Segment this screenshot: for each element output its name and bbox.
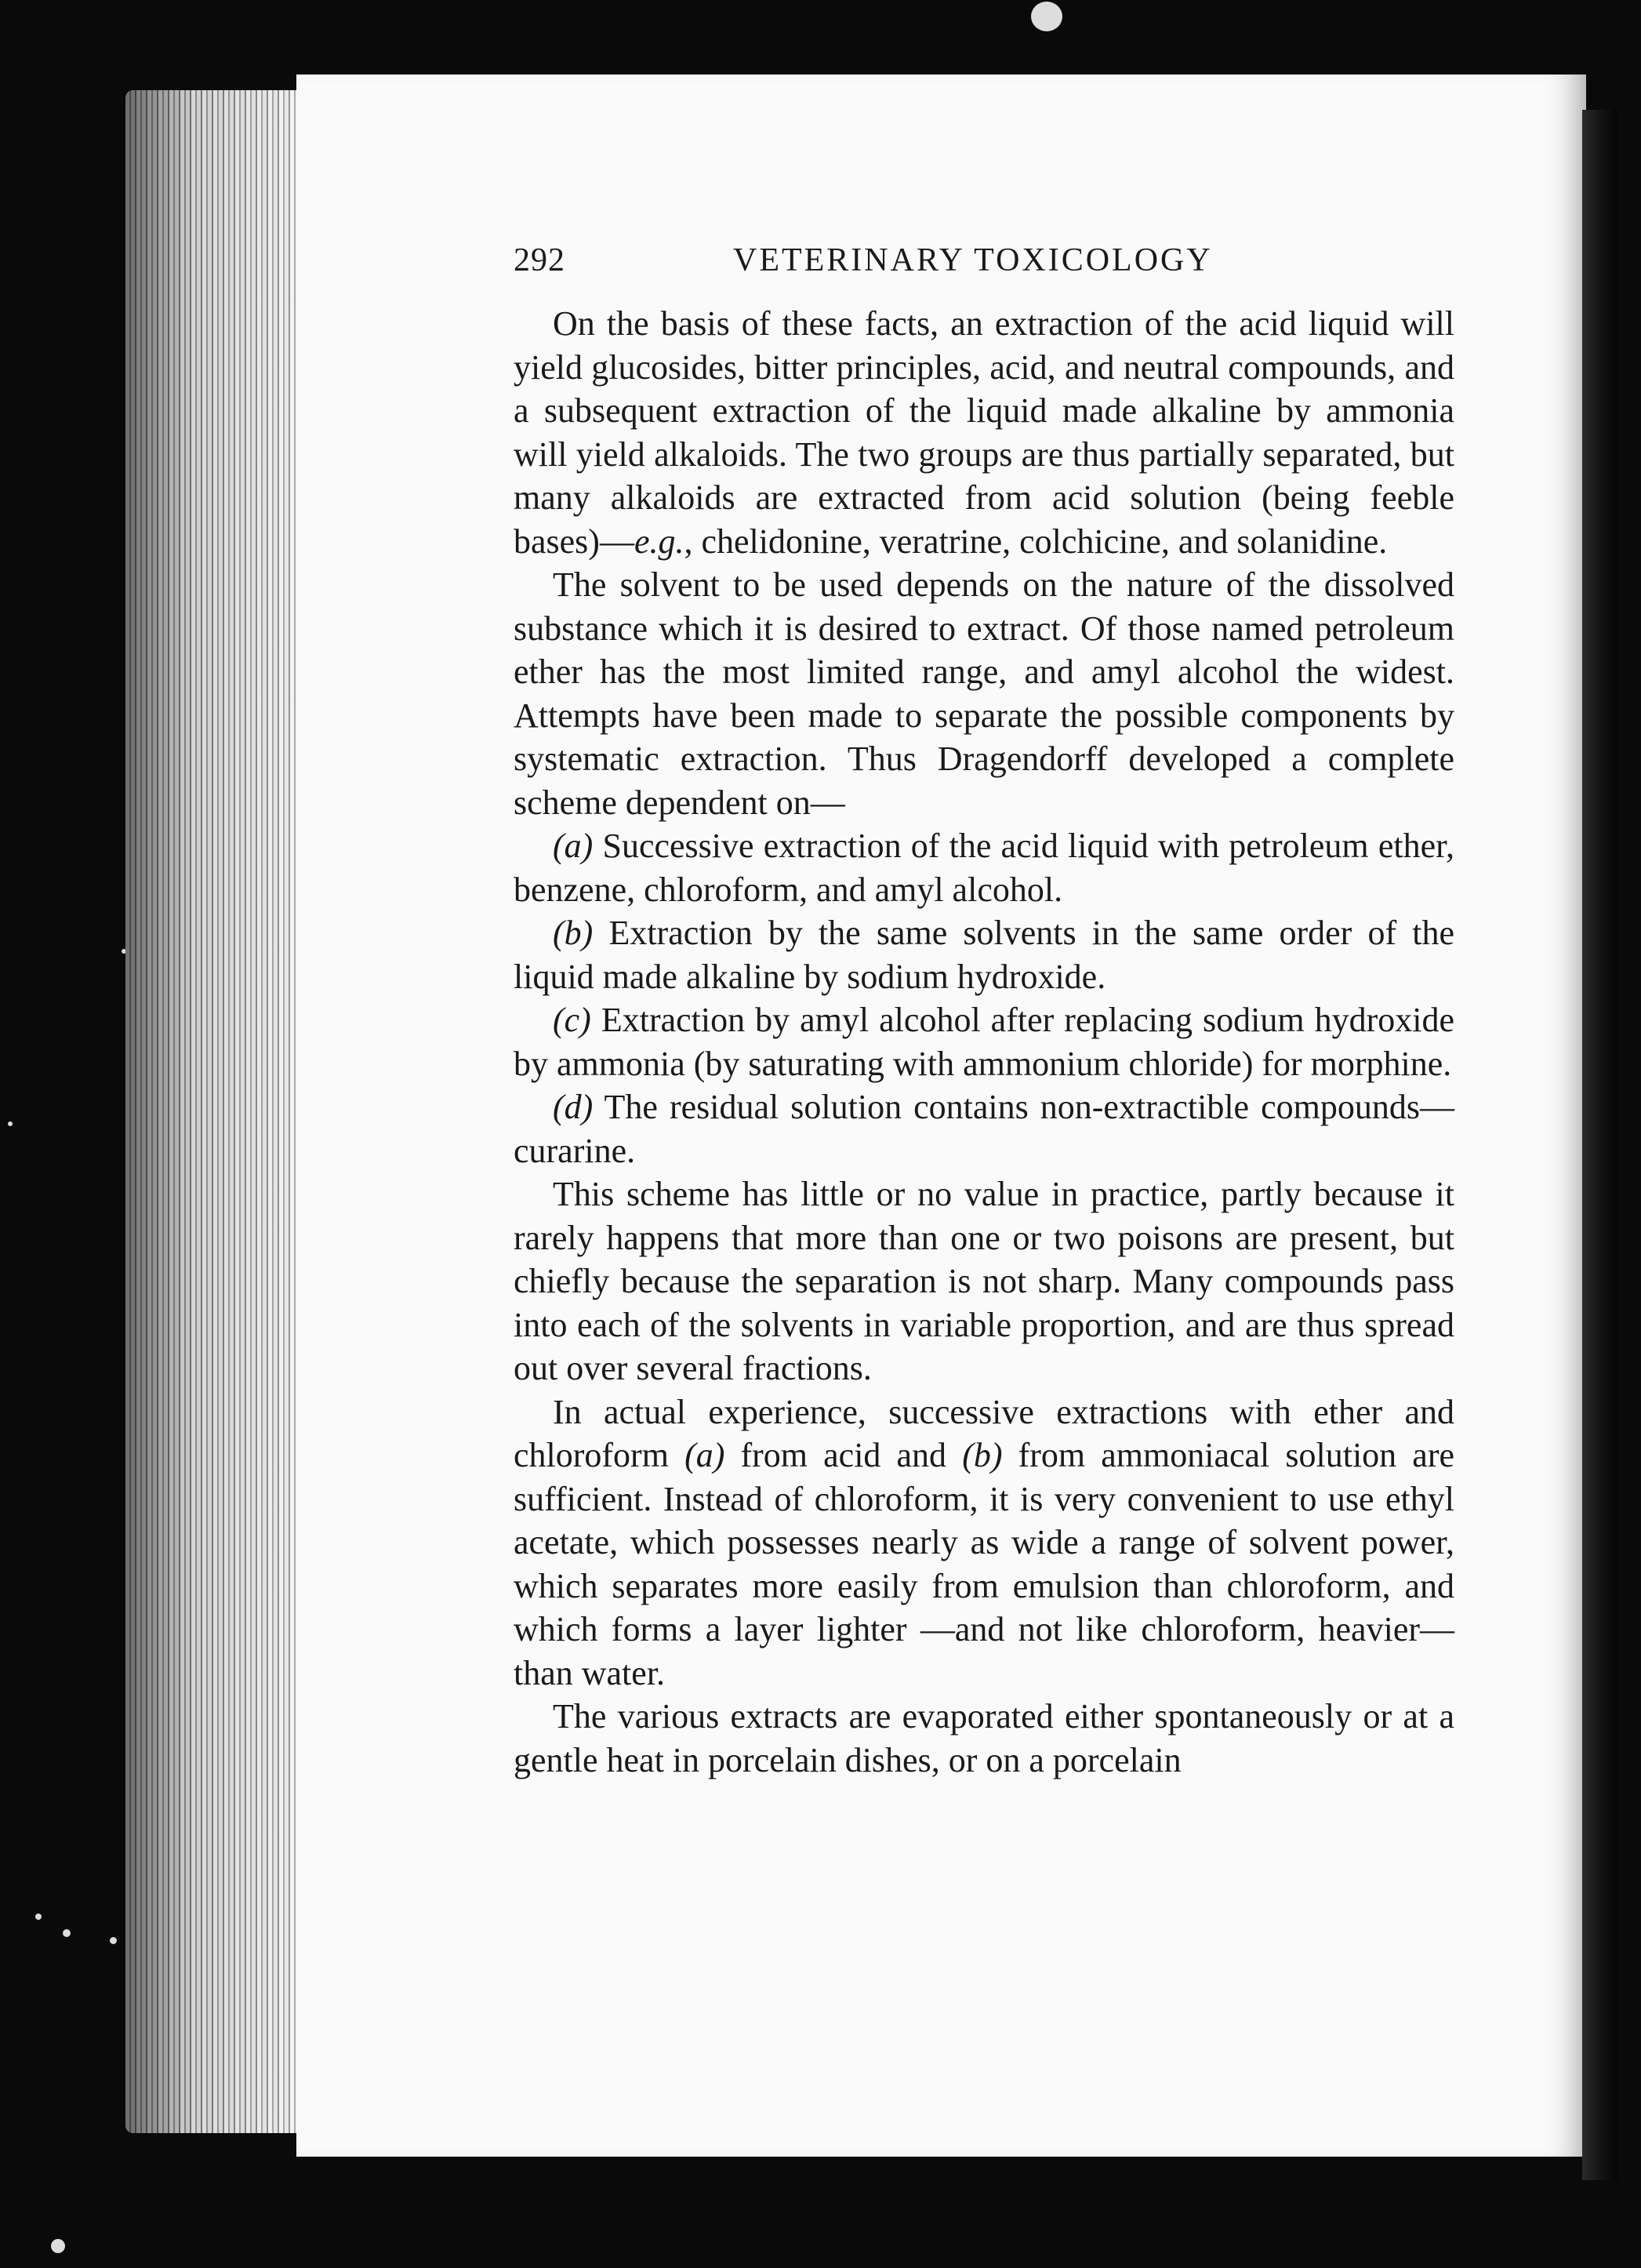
list-item-a [514,824,1454,911]
list-item-text: Successive extraction of the acid liquid with petroleum ether, benzene, chloroform, and amyl alcohol. [514,827,1454,909]
dust-speck [51,2239,65,2253]
list-item-marker: (c) [553,1001,591,1039]
paragraph-3: This scheme has little or no value in practice, partly because it rarely happens that more than one or two poisons are present, but chiefly because the separation is not sharp. Many compounds pass into each of the solvents in variable proportion, and are thus spread out over several fractions. [514,1175,1454,1387]
list-item-b [514,911,1454,998]
paragraph-4-marker-b: (b) [962,1436,1003,1474]
page-number: 292 [514,242,565,278]
list-item-d [514,1085,1454,1172]
book-page-edges [125,90,298,2133]
dust-speck [63,1929,71,1937]
list-item-text: Extraction by amyl alcohol after replacing sodium hydroxide by ammonia (by saturating with ammonium chloride) for morphine. [514,1001,1454,1083]
paragraph-1 [514,302,1454,563]
list-item-marker: (b) [553,914,594,952]
list-item-text: Extraction by the same solvents in the same order of the liquid made alkaline by sodium hydroxide. [514,914,1454,996]
paragraph-1-end: , chelidonine, veratrine, colchicine, and solanidine. [684,522,1388,561]
paragraph-1-text: On the basis of these facts, an extraction of the acid liquid will yield glucosides, bitter principles, acid, and neutral compounds, and a subsequent extraction of the liquid made alkaline by ammonia will yield alkaloids. The two groups are thus partially separated, but many alkaloids are extracted from acid solution (being feeble bases)— [514,304,1454,561]
dust-speck [35,1914,42,1920]
list-item-marker: (a) [553,827,594,865]
list-item-text: The residual solution contains non-extractible compounds—curarine. [514,1088,1454,1170]
paragraph-4-text-c: from ammoniacal solution are sufficient. Instead of chloroform, it is very convenient to use ethyl acetate, which possesses nearly as wide a range of solvent power, which separates more easily from emulsion than chloroform, and which forms a layer lighter —and not like chloroform, heavier—than water. [514,1436,1455,1692]
dust-speck [8,1121,13,1126]
running-head [514,239,1454,302]
list-item-c [514,998,1454,1085]
paragraph-4-text-a: In actual experience, successive extractions with ether and chloroform [514,1392,1454,1474]
list-item-marker: (d) [553,1088,594,1126]
dust-speck [110,1937,117,1944]
paragraph-2: The solvent to be used depends on the nature of the dissolved substance which it is desired to extract. Of those named petroleum ether has the most limited range, and amyl alcohol the widest. Attempts have been made to separate the possible components by systematic extraction. Thus Dragendorff developed a complete scheme dependent on— [514,565,1454,822]
paragraph-4 [514,1390,1454,1696]
paragraph-4-text-b: from acid and [724,1436,963,1474]
book-binding-shadow [1582,110,1617,2180]
page-text-block [514,239,1454,1782]
paragraph-1-eg: e.g. [634,522,684,561]
paragraph-5: The various extracts are evaporated either spontaneously or at a gentle heat in porcelain dishes, or on a porcelain [514,1697,1454,1779]
paragraph-4-marker-a: (a) [684,1436,725,1474]
running-title: VETERINARY TOXICOLOGY [733,242,1213,278]
dust-speck [1031,2,1062,31]
